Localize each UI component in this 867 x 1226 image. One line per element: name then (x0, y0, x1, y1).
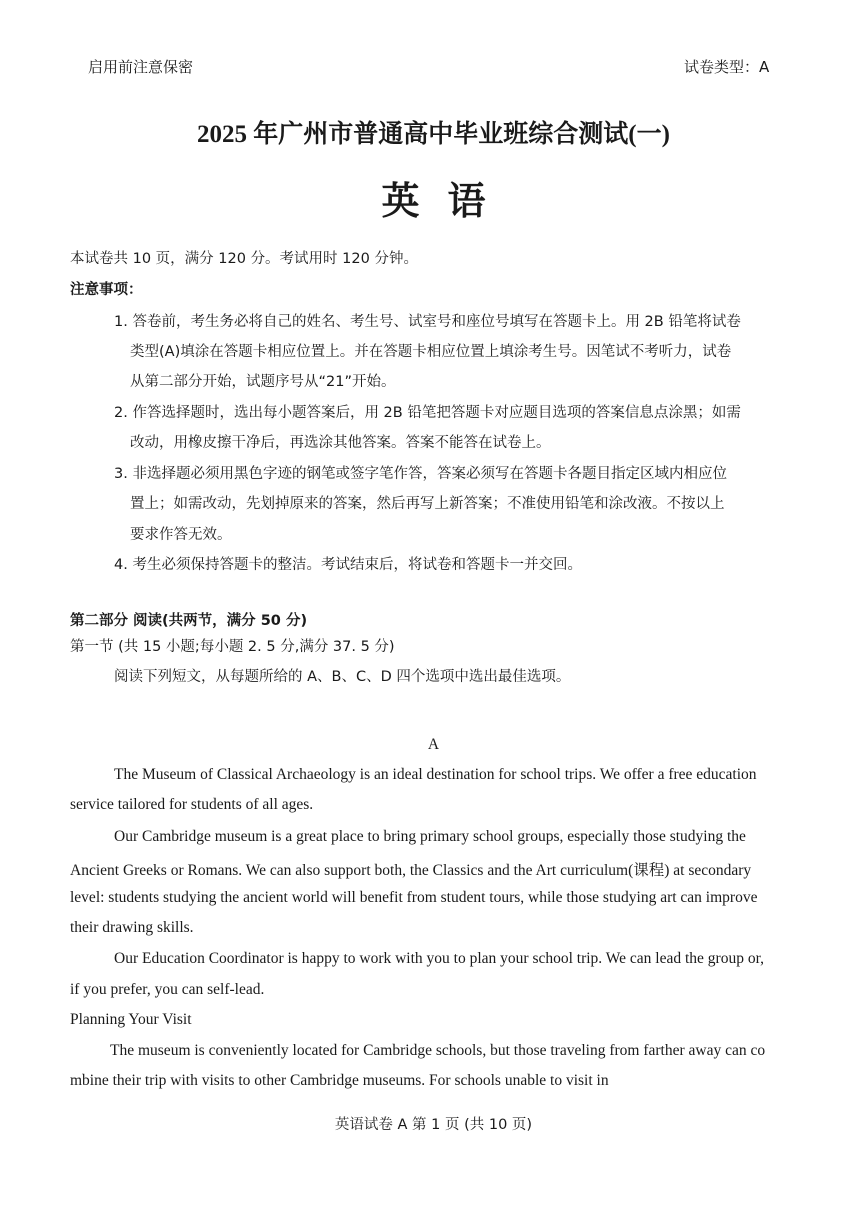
passage-line: Our Education Coordinator is happy to work with you to plan your school trip. We can lead the group or, (114, 950, 765, 967)
subject-char: 英 (381, 179, 420, 223)
subsection-heading: Planning Your Visit (70, 1011, 192, 1028)
note-line: 1. 答卷前，考生务必将自己的姓名、考生号、试室号和座位号填写在答题卡上。用 2B 铅笔将试卷 (114, 314, 741, 330)
notes-heading: 注意事项： (70, 282, 143, 298)
passage-line: their drawing skills. (70, 919, 194, 936)
exam-title: 2025 年广州市普通高中毕业班综合测试(一) (197, 121, 670, 148)
note-line: 4. 考生必须保持答题卡的整洁。考试结束后，将试卷和答题卡一并交回。 (114, 557, 582, 573)
passage-line: Our Cambridge museum is a great place to bring primary school groups, especially those studying the (114, 828, 746, 845)
page-footer: 英语试卷 A 第 1 页 (共 10 页) (334, 1117, 533, 1133)
note-line: 3. 非选择题必须用黑色字迹的钢笔或签字笔作答，答案必须写在答题卡各题目指定区域内相应位 (114, 466, 727, 482)
passage-line: The museum is conveniently located for Cambridge schools, but those traveling from farther away can co (110, 1042, 766, 1059)
exam-intro: 本试卷共 10 页，满分 120 分。考试用时 120 分钟。 (70, 251, 418, 267)
note-line: 置上；如需改动，先划掉原来的答案，然后再写上新答案；不准使用铅笔和涂改液。不按以上 (130, 496, 725, 512)
passage-line: The Museum of Classical Archaeology is an ideal destination for school trips. We offer a free education (114, 766, 757, 783)
confidential-label: 启用前注意保密 (88, 58, 194, 76)
section-instruction: 阅读下列短文，从每题所给的 A、B、C、D 四个选项中选出最佳选项。 (114, 669, 571, 685)
passage-label: A (427, 736, 440, 753)
passage-line: if you prefer, you can self-lead. (70, 981, 265, 998)
note-line: 类型(A)填涂在答题卡相应位置上。并在答题卡相应位置上填涂考生号。因笔试不考听力，试卷 (130, 344, 732, 360)
passage-line: mbine their trip with visits to other Cambridge museums. For schools unable to visit in (70, 1072, 609, 1089)
section1-heading: 第一节 (共 15 小题;每小题 2. 5 分,满分 37. 5 分) (70, 639, 395, 655)
passage-line: service tailored for students of all ages. (70, 796, 314, 813)
passage-line: Ancient Greeks or Romans. We can also support both, the Classics and the Art curriculum(课程) at secondary (70, 862, 752, 879)
note-line: 2. 作答选择题时，选出每小题答案后，用 2B 铅笔把答题卡对应题目选项的答案信息点涂黑；如需 (114, 405, 741, 421)
passage-line: level: students studying the ancient world will benefit from student tours, while those studying art can improve (70, 889, 758, 906)
subject-title (0, 170, 867, 225)
part2-heading: 第二部分 阅读(共两节，满分 50 分) (70, 613, 308, 629)
subject-char: 语 (447, 179, 486, 223)
paper-type-label: 试卷类型：A (684, 58, 770, 76)
note-line: 要求作答无效。 (130, 527, 232, 543)
note-line: 改动，用橡皮擦干净后，再选涂其他答案。答案不能答在试卷上。 (130, 435, 551, 451)
note-line: 从第二部分开始，试题序号从“21”开始。 (130, 374, 396, 390)
